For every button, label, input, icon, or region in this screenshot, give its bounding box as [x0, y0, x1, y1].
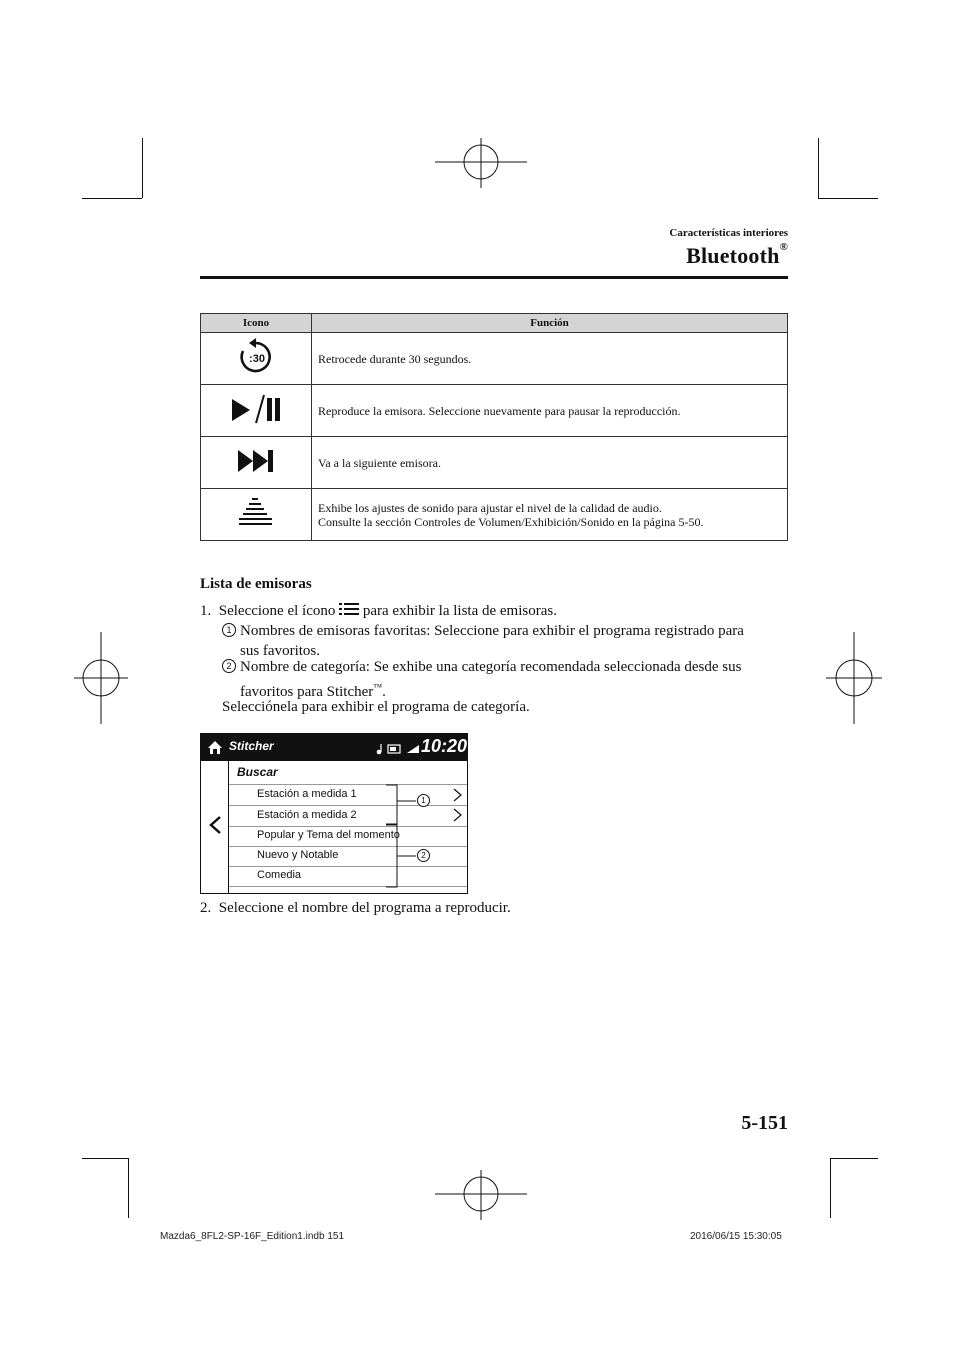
- footer-timestamp: 2016/06/15 15:30:05: [690, 1231, 782, 1242]
- step-2: 2. Seleccione el nombre del programa a reproducir.: [200, 900, 511, 916]
- note-1-continuation: sus favoritos.: [240, 643, 320, 659]
- note-2: 2 Nombre de categoría: Se exhibe una categoría recomendada seleccionada desde sus: [222, 657, 741, 677]
- registration-mark-left: [74, 632, 128, 724]
- app-title: Stitcher: [229, 739, 274, 753]
- search-row[interactable]: Buscar: [229, 761, 467, 785]
- step-1: 1. Seleccione el ícono para exhibir la lista de emisoras.: [200, 603, 557, 619]
- column-header-icon: Icono: [201, 314, 312, 333]
- list-item[interactable]: Comedia: [229, 866, 467, 887]
- note-2-action: Selecciónela para exhibir el programa de categoría.: [222, 699, 530, 715]
- clock: 10:20: [421, 736, 468, 756]
- list-item[interactable]: Nuevo y Notable: [229, 846, 467, 867]
- function-description: Retrocede durante 30 segundos.: [312, 333, 788, 385]
- callout-1: 1: [417, 794, 430, 807]
- table-row: [201, 489, 788, 541]
- function-description: Exhibe los ajustes de sonido para ajustar el nivel de la calidad de audio. Consulte la sección Controles de Volumen/Exhibición/Sonido en la página 5-50.: [312, 489, 788, 541]
- registration-mark-right: [826, 632, 882, 724]
- header-rule: [200, 276, 788, 279]
- list-item[interactable]: Estación a medida 2: [229, 806, 467, 827]
- skip-next-icon: [201, 437, 312, 489]
- list-item[interactable]: Popular y Tema del momento: [229, 826, 467, 847]
- section-header: Características interiores: [669, 227, 788, 239]
- status-icons: [375, 742, 421, 755]
- footer-file: Mazda6_8FL2-SP-16F_Edition1.indb 151: [160, 1231, 345, 1242]
- callout-2-marker: 2: [222, 659, 236, 673]
- callout-brackets: [351, 784, 467, 894]
- stitcher-screen: [200, 733, 468, 894]
- registration-mark-top: [435, 138, 527, 188]
- note-1: 1 Nombres de emisoras favoritas: Seleccione para exhibir el programa registrado para: [222, 621, 744, 641]
- callout-1-marker: 1: [222, 623, 236, 637]
- page-title: Bluetooth®: [686, 241, 788, 268]
- home-icon[interactable]: [207, 740, 223, 755]
- back-arrow-icon[interactable]: [208, 815, 222, 835]
- list-icon: [339, 602, 359, 616]
- rewind-30-icon: [201, 333, 312, 385]
- table-row: [201, 437, 788, 489]
- list-item[interactable]: Estación a medida 1: [229, 785, 467, 806]
- registration-mark-bottom: [435, 1170, 527, 1220]
- svg-text::30: :30: [249, 352, 265, 365]
- status-bar: [201, 734, 467, 761]
- section-title: Lista de emisoras: [200, 576, 312, 592]
- play-pause-icon: [201, 385, 312, 437]
- equalizer-icon: [201, 489, 312, 541]
- function-description: Reproduce la emisora. Seleccione nuevamente para pausar la reproducción.: [312, 385, 788, 437]
- function-description: Va a la siguiente emisora.: [312, 437, 788, 489]
- table-row: [201, 333, 788, 385]
- callout-2: 2: [417, 849, 430, 862]
- note-2-continuation: favoritos para Stitcher™.: [240, 682, 386, 700]
- table-row: [201, 385, 788, 437]
- page-number: 5-151: [741, 1112, 788, 1134]
- icon-function-table: [200, 313, 788, 541]
- column-header-function: Función: [312, 314, 788, 333]
